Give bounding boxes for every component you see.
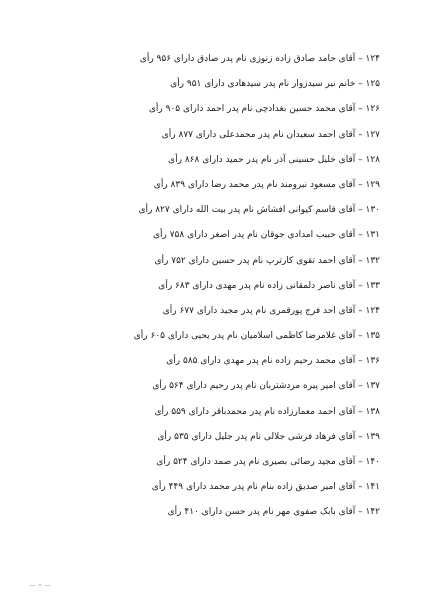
list-item: ۱۳۶ – آقای محمد رحیم زاده نام پدر مهدی دارای ۵۸۵ رأی bbox=[166, 356, 380, 367]
list-item: ۱۳۱ – آقای حبیب امدادی جوقان نام پدر اصغر دارای ۷۵۸ رأی bbox=[152, 230, 380, 241]
list-item: ۱۲۵ – خانم نیر سیدزوار نام پدر سیدهادی دارای ۹۵۱ رأی bbox=[170, 79, 380, 90]
list-item: ۱۳۰ – آقای قاسم کیوانی افشاش نام پدر بیت الله دارای ۸۲۷ رأی bbox=[138, 205, 380, 216]
list-item: ۱۳۷ – آقای امیر پیره مردشتربان نام پدر رحیم دارای ۵۶۴ رأی bbox=[152, 381, 380, 392]
list-item: ۱۳۳ – آقای ناصر دلمقانی زاده نام پدر مهدی دارای ۶۸۳ رأی bbox=[158, 280, 380, 291]
scan-speck bbox=[30, 581, 52, 589]
list-item: ۱۳۸ – آقای احمد معمارزاده نام پدر محمدباقر دارای ۵۵۹ رأی bbox=[154, 406, 380, 417]
list-item: ۱۳۲ – آقای احمد تقوی کارترپ نام پدر حسین دارای ۷۵۲ رأی bbox=[154, 255, 380, 266]
list-item: ۱۴۱ – آقای امیر صدیق زاده بنام نام پدر محمد دارای ۴۴۹ رأی bbox=[151, 482, 380, 493]
speck-mark bbox=[45, 585, 50, 586]
vote-list bbox=[40, 47, 380, 526]
list-item: ۱۲۴ – آقای احد فرج پورقمری نام پدر مجید دارای ۶۷۷ رأی bbox=[162, 305, 380, 316]
list-item: ۱۳۵ – آقای غلامرضا کاظمی اسلامیان نام پدر یحیی دارای ۶۰۵ رأی bbox=[133, 331, 380, 342]
list-item: ۱۴۰ – آقای مجید رضائی بصیری نام پدر صمد دارای ۵۲۴ رأی bbox=[156, 457, 380, 467]
list-item: ۱۲۹ – آقای مسعود نیرومند نام پدر محمد رضا دارای ۸۳۹ رأی bbox=[153, 179, 380, 190]
list-item: ۱۲۶ – آقای محمد حسین بغدادچی نام پدر احمد دارای ۹۰۵ رأی bbox=[148, 104, 380, 115]
list-item: ۱۳۹ – آقای فرهاد فرشی جلالی نام پدر جلیل دارای ۵۳۵ رأی bbox=[157, 431, 380, 442]
speck-mark bbox=[30, 585, 35, 586]
list-item: ۱۲۷ – آقای احمد سعیدان نام پدر محمدعلی دارای ۸۷۷ رأی bbox=[161, 129, 380, 140]
speck-dot bbox=[39, 584, 41, 586]
list-item: ۱۲۸ – آقای خلیل حسینی آذر نام پدر حمید دارای ۸۶۸ رأی bbox=[168, 154, 380, 165]
list-item: ۱۴۲ – آقای بابک صفوی مهر نام پدر حسن دارای ۴۱۰ رأی bbox=[167, 507, 380, 518]
list-item: ۱۲۴ – آقای حامد صادق زاده زنوزی نام پدر صادق دارای ۹۵۶ رأی bbox=[139, 54, 380, 64]
